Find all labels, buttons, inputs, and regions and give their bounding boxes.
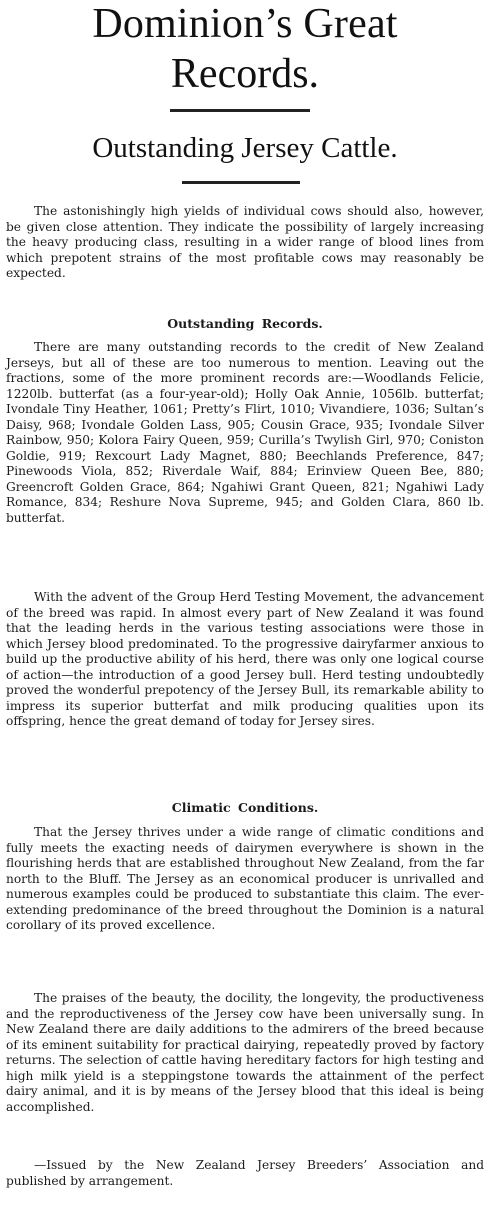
article-credit: —Issued by the New Zealand Jersey Breeders’ Association and published by arrangement. (6, 1158, 484, 1188)
paragraph-climatic: That the Jersey thrives under a wide range of climatic conditions and fully meets the exacting needs of dairymen everywhere is shown in the flourishing herds that are established throughout New Zealand, from the far north to the Bluff. The Jersey as an economical producer is unrivalled and numerous examples could be produced to substantiate this claim. The ever-extending predominance of the breed throughout the Dominion is a natural corollary of its proved excellence. (6, 825, 484, 932)
paragraph-herd-testing: With the advent of the Group Herd Testing Movement, the advancement of the breed was rapid. In almost every part of New Zealand it was found that the leading herds in the various testing associations were those in which Jersey blood predominated. To the progressive dairyfarmer anxious to build up the productive ability of his herd, there was only one logical course of action—the introduction of a good Jersey bull. Herd testing undoubtedly proved the wonderful prepotency of the Jersey Bull, its remarkable ability to impress its superior butterfat and milk producing qualities upon its offspring, hence the great demand of today for Jersey sires. (6, 590, 484, 728)
paragraph-intro: The astonishingly high yields of individual cows should also, however, be given close attention. They indicate the possibility of largely increasing the heavy producing class, resulting in a wider range of blood lines from which prepotent strains of the most profitable cows may reasonably be expected. (6, 204, 484, 280)
article-subtitle: Outstanding Jersey Cattle. (92, 132, 398, 164)
headline-line-1: Dominion’s Great (92, 1, 398, 47)
paragraph-records: There are many outstanding records to the credit of New Zealand Jerseys, but all of these are too numerous to mention. Leaving out the fractions, some of the more prominent records are:—Woodlands Felicie, 1220lb. butterfat (as a four-year-old); Holly Oak Annie, 1056lb. butterfat; Ivondale Tiny Heather, 1061; Pretty’s Flirt, 1010; Vivandiere, 1036; Sultan’s Daisy, 968; Ivondale Golden Lass, 905; Cousin Grace, 935; Ivondale Silver Rainbow, 950; Kolora Fairy Queen, 959; Curilla’s Twylish Girl, 970; Coniston Goldie, 919; Rexcourt Lady Magnet, 880; Beechlands Preference, 847; Pinewoods Viola, 852; Riverdale Waif, 884; Erinview Queen Bee, 880; Greencroft Golden Grace, 864; Ngahiwi Grant Queen, 821; Ngahiwi Lady Romance, 834; Reshure Nova Supreme, 945; and Golden Clara, 860 lb. butterfat. (6, 340, 484, 525)
headline-line-2: Records. (170, 51, 320, 97)
subhead-outstanding-records: Outstanding Records. (167, 316, 323, 331)
paragraph-praises: The praises of the beauty, the docility, the longevity, the productiveness and the reproductiveness of the Jersey cow have been universally sung. In New Zealand there are daily additions to the admirers of the breed because of its eminent suitability for practical dairying, repeatedly proved by factory returns. The selection of cattle having hereditary factors for high testing and high milk yield is a steppingstone towards the attainment of the perfect dairy animal, and it is by means of the Jersey blood that this ideal is being accomplished. (6, 991, 484, 1114)
subhead-climatic-conditions: Climatic Conditions. (171, 800, 319, 815)
headline-divider (170, 109, 310, 112)
subtitle-divider (182, 181, 300, 184)
